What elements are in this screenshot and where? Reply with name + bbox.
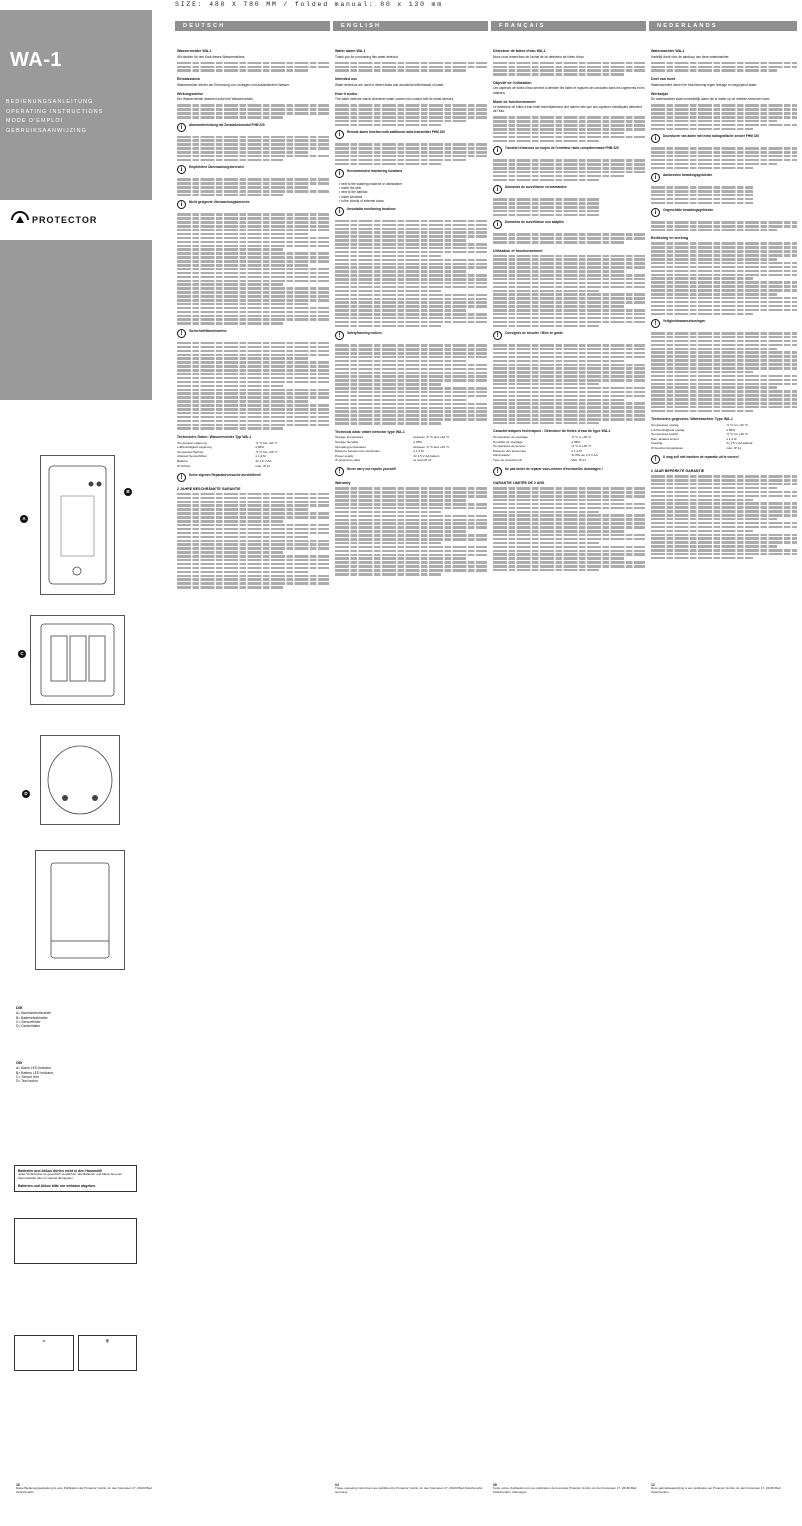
footer-text: Cette notice d'utilisation est une publication de la société Protector GmbH, An den Kolonaten 17, 26160 Bad Zwischenahn, Allemagne. — [493, 1486, 637, 1495]
footer-en — [335, 1483, 485, 1495]
legend-de-item: C= Sensorfühler — [16, 1020, 41, 1025]
col-fr-intro: Nous vous remercions de l'achat de ce détecteur de fuites d'eau. — [493, 54, 585, 59]
column-en — [335, 44, 487, 1474]
spec-label: Temperatur Lagerung — [177, 440, 207, 445]
subtitle-fr: MODE D'EMPLOI — [6, 118, 64, 125]
legend-en-item: C= Sensor feet — [16, 1075, 39, 1080]
col-fr-section-heading: Caractéristiques techniques : Détecteur de fuites d'eau de type WA-1 — [493, 429, 611, 434]
col-nl-title: Waterwachter WA-1 — [651, 49, 685, 53]
info-icon: i — [335, 207, 344, 216]
info-icon: i — [177, 165, 186, 174]
battery-disposal-notice — [14, 1165, 137, 1192]
marker-c: C — [18, 650, 26, 658]
footer-text: Diese Bedienungsanleitung ist eine Publikation der Protector GmbH, An den Kolonaten 17, 26160 Bad Zwischenahn. — [16, 1486, 152, 1495]
col-en-note — [335, 130, 487, 139]
note-title: Domaines de surveillance non adaptés — [505, 220, 564, 225]
model-title: WA-1 — [10, 49, 62, 71]
note-title: Alarmweiterleitung mit Zusatzfunkmodul FHM 320 — [189, 122, 265, 127]
col-nl-note — [651, 455, 797, 464]
col-en-location-list — [339, 182, 487, 202]
column-de — [177, 44, 329, 1474]
spec-value: at most IP 21 — [413, 458, 432, 463]
info-icon: i — [651, 134, 660, 143]
brand-logo-icon — [10, 211, 30, 229]
warning-icon: ! — [651, 319, 660, 328]
note-title: Ne pas tenter de réparer vous-mêmes d'éventuelles dommages ! — [505, 467, 603, 472]
spec-label: Température de stockage — [493, 435, 528, 440]
device-drawing-side — [35, 850, 125, 970]
legend-en-item: B= Battery LED indicator — [16, 1070, 54, 1075]
spec-value: ≤ 1,2 M — [255, 454, 266, 459]
col-en-intro: Thank you for purchasing this water detector. — [335, 54, 399, 59]
notice-title: Batterien und Akkus dürfen nicht in den Hausmüll! — [18, 1169, 103, 1173]
lang-header-en: ENGLISH — [333, 21, 488, 31]
spec-label: Température de service — [493, 444, 526, 449]
note-title: Sicherheit/Warnhinweise — [189, 328, 227, 333]
device-open-illustration — [31, 616, 124, 704]
col-nl-section-text: De waterwachter slaat onmiddellijk alarm als er water op de metalen sensoren komt. — [651, 97, 771, 102]
spec-value: 3x 1,5 V AA — [255, 459, 272, 464]
note-title: Never carry out repairs yourself! — [347, 467, 397, 472]
footer-page-number: 12 — [651, 1483, 655, 1487]
info-icon: i — [651, 173, 660, 182]
list-item: • next to the bathtub — [339, 190, 487, 194]
spec-value: -5 °C à +45 °C — [571, 444, 592, 449]
recycling-logo-icon: ♻ — [14, 1335, 74, 1371]
footer-text: Deze gebruiksaanwijzing is een publicatie van Protector GmbH, An den Kolonaten 17, 26160 Bad Zwischenahn. — [651, 1486, 781, 1495]
brand-strip — [0, 200, 152, 240]
info-icon: i — [493, 220, 502, 229]
legend-de-item: D= Deckelhalter — [16, 1024, 41, 1029]
spec-label: Humidité de stockage — [493, 439, 523, 444]
note-title: Remote alarm function with additional radio transmitter FHM 320 — [347, 130, 445, 135]
col-de-warranty: 2 JAHRE BESCHRÄNKTE GARANTIE — [177, 486, 241, 491]
spec-value: -5 °C bis +45 °C — [255, 449, 278, 454]
col-nl-warranty: 2 JAAR BEPERKTE GARANTIE — [651, 469, 705, 474]
note-title: Safety/warning notices — [347, 331, 382, 336]
col-en-section-heading: How it works — [335, 91, 358, 96]
spec-label: Temperatuur bedrijf — [651, 432, 678, 437]
info-icon: i — [177, 123, 186, 132]
spec-label: Max. afstand sensor — [651, 436, 679, 441]
device-drawing-bottom — [40, 735, 120, 825]
spec-label: Voeding — [651, 441, 663, 446]
note-title: Veiligheidswaarschuwingen — [663, 319, 706, 323]
spec-label: Type de protection IP — [493, 458, 523, 463]
legend-en-item: A= Alarm LED indicator — [16, 1066, 52, 1071]
col-en-title: Water alarm WA-1 — [335, 49, 366, 53]
info-icon: i — [335, 130, 344, 139]
spec-value: between -5 °C and +45 °C — [413, 444, 450, 449]
spec-value: ≤ 1,2 M — [726, 436, 737, 441]
footer-page-number: 04 — [335, 1483, 339, 1487]
column-fr — [493, 44, 645, 1474]
spec-label: Storage humidity — [335, 440, 359, 445]
spec-label: Distance des électrodes — [493, 448, 527, 453]
col-nl-note — [651, 319, 797, 328]
subtitle-en: OPERATING INSTRUCTIONS — [6, 108, 104, 115]
col-nl-section-heading: Bediening en werking — [651, 236, 689, 241]
spec-label: Batterie — [177, 459, 188, 464]
spec-label: IP-Schutz — [177, 463, 191, 468]
col-fr-section-text: Les capteurs de fuites d'eau servent à détecter les fuites et ruptures de conduites dans les logements et les maisons. — [493, 86, 645, 95]
spec-label: Temperatur Betrieb — [177, 449, 204, 454]
spec-value: ≤ 1,2 M — [413, 449, 424, 454]
spec-label: Temperatuur opslag — [651, 423, 679, 428]
column-nl — [651, 44, 797, 1474]
col-de-section-heading: Einsatzzweck — [177, 76, 201, 81]
col-fr-note — [493, 467, 645, 476]
warning-icon: ! — [651, 455, 660, 464]
col-en-specs — [335, 436, 475, 463]
col-en-section-text: Water detectors are used to detect leaks and accidental withdrawals of water. — [335, 82, 445, 87]
warning-icon: ! — [335, 331, 344, 340]
col-nl-intro: Hartelijk dank voor de aankoop van deze waterwachter. — [651, 54, 730, 59]
list-item: • under the sink — [339, 186, 487, 190]
note-title: Empfohlene Überwachungsbereiche — [189, 165, 245, 170]
certification-logos — [14, 1335, 137, 1371]
legend-de-item: A= Alarmkontrolleuchte — [16, 1011, 51, 1016]
cover-subtitles — [6, 98, 103, 137]
col-nl-section-text: Waterwachters dienen ter bescherming tegen lekkage en weglopend water. — [651, 82, 758, 87]
col-de-section-heading: Wirkungsweise — [177, 91, 204, 96]
col-de-note — [177, 123, 329, 132]
legend-de — [16, 1005, 136, 1029]
warning-icon: ! — [493, 467, 502, 476]
footer-de — [16, 1483, 156, 1495]
info-icon: i — [493, 146, 502, 155]
legend-en-item: D= Test button — [16, 1079, 38, 1084]
footer-text: These operating instructions are published by Protector GmbH, An den Kolonaten 17, 26160 Bad Zwischenahn, Germany. — [335, 1486, 484, 1495]
spec-value: ≤ 95% — [255, 445, 265, 450]
list-item: • in the vicinity of external doors — [339, 199, 487, 203]
col-en-warranty: Warranty — [335, 481, 351, 486]
note-title: U mag zelf niet trachten de reparatie uit te voeren! — [663, 455, 739, 460]
note-title: Recommended monitoring locations — [347, 169, 403, 174]
spec-value: 3x Pile de 1,5 V AA — [571, 453, 598, 458]
info-icon: i — [177, 200, 186, 209]
legend-de-item: B= Batteriefachhalter — [16, 1015, 48, 1020]
note-title: Domaines de surveillance recommandés — [505, 185, 567, 190]
spec-value: -5 °C tot +45 °C — [726, 432, 749, 437]
cover-panel — [0, 10, 152, 400]
list-item: • under windows — [339, 195, 487, 199]
col-en-note — [335, 467, 487, 476]
notice-bold: Batterien und Akkus bitte nur entladen abgeben. — [18, 1184, 97, 1189]
spec-value: -5 °C bis +40 °C — [255, 440, 278, 445]
col-nl-section-heading: Doel van inzet — [651, 76, 676, 81]
col-nl-section-heading: Werkwijze — [651, 91, 669, 96]
col-de-note — [177, 473, 329, 482]
spec-label: IP protection class — [335, 458, 361, 463]
weee-bin-icon: 🗑 — [78, 1335, 138, 1371]
device-front-illustration — [41, 456, 114, 594]
col-en-section-text: The water detector warns whenever water comes into contact with its metal sensors. — [335, 97, 455, 102]
spec-value: ≤ 95% — [726, 427, 735, 432]
spec-value: 3x 1,5 V AA battery — [413, 453, 440, 458]
spec-value: between -5 °C and +40 °C — [413, 435, 450, 440]
spec-value: Max. IP 21 — [571, 458, 587, 463]
note-title: Transfert d'alarmes au moyen de l'émetteur radio complémentaire FHM 320 — [505, 146, 619, 151]
col-fr-section-heading: Objectif de l'utilisation — [493, 80, 532, 85]
note-title: Aanbevolen bewakingsgebieden — [663, 173, 713, 178]
size-strip — [0, 0, 802, 10]
spec-value: ≤ 1,2 M — [571, 448, 582, 453]
col-en-section-heading: Intended use — [335, 76, 358, 81]
list-item: • next to the washing machine or dishwasher — [339, 182, 487, 186]
legend-en-title: GB — [16, 1060, 22, 1065]
note-title: Ongeschikte bewakingsgebieden — [663, 208, 714, 213]
footer-fr — [493, 1483, 643, 1495]
spec-label: Distance between the electrodes — [335, 449, 380, 454]
info-icon: i — [335, 169, 344, 178]
col-fr-note — [493, 185, 645, 194]
spec-label: Storage temperature — [335, 435, 364, 440]
marker-a: A — [20, 515, 28, 523]
lang-header-de: DEUTSCH — [175, 21, 330, 31]
lang-header-nl: NEDERLANDS — [649, 21, 797, 31]
note-title: Nicht geeignete Überwachungsbereiche — [189, 200, 250, 205]
warning-icon: ! — [493, 331, 502, 340]
device-bottom-illustration — [41, 736, 119, 824]
col-en-note — [335, 169, 487, 178]
col-nl-note — [651, 134, 797, 143]
col-fr-note — [493, 220, 645, 229]
col-nl-specs — [651, 424, 785, 451]
marker-d: D — [22, 790, 30, 798]
col-de-intro: Wir danken für den Kauf dieses Wassermelders. — [177, 54, 246, 59]
subtitle-nl: GEBRUIKSAANWIJZING — [6, 128, 87, 135]
note-title: Unsuitable monitoring locations — [347, 206, 396, 211]
col-de-section-text: Der Wassermelder alarmiert sofort bei Wasserkontakt. — [177, 97, 254, 102]
col-de-note — [177, 329, 329, 338]
device-side-illustration — [36, 851, 124, 969]
spec-value: 3x 1,5 V AA batterij — [726, 441, 753, 446]
col-fr-section-heading: Mode de fonctionnement — [493, 99, 536, 104]
subtitle-de: BEDIENUNGSANLEITUNG — [6, 99, 94, 105]
footer-page-number: 16 — [16, 1483, 20, 1487]
warning-icon: ! — [177, 473, 186, 482]
col-de-title: Wassermelder WA-1 — [177, 49, 212, 53]
spec-value: max. IP 21 — [255, 463, 271, 468]
col-nl-note — [651, 173, 797, 182]
col-fr-warranty: GARANTIE LIMITÉE DE 2 ANS — [493, 481, 545, 486]
notice-body: Jeder Verbraucher ist gesetzlich verpflichtet, alle Batterien und Akkus bei einer Sammelstelle oder im Handel abzugeben. — [18, 1172, 123, 1181]
col-en-section-heading: Technical data: water detector type WA-1 — [335, 429, 405, 434]
col-de-note — [177, 200, 329, 209]
col-nl-section-heading: Technische gegevens: Waterwachter Type WA-1 — [651, 417, 733, 422]
warning-icon: ! — [177, 329, 186, 338]
legend-de-title: D/E — [16, 1005, 23, 1010]
col-fr-specs — [493, 436, 633, 463]
spec-label: Alimentation — [493, 453, 511, 458]
spec-value: -5 °C tot +40 °C — [726, 423, 749, 428]
col-fr-section-heading: Utilisation et fonctionnement — [493, 248, 543, 253]
spec-label: Luftfeuchtigkeit Lagerung — [177, 445, 212, 450]
spec-label: Power supply — [335, 453, 354, 458]
spec-value: ≤ 95% — [571, 439, 581, 444]
environment-infobox — [14, 1218, 137, 1264]
legend-en — [16, 1060, 136, 1084]
size-line: SIZE: 480 X 780 MM / folded manual: 80 x 130 mm — [175, 1, 443, 8]
info-icon: i — [651, 208, 660, 217]
col-fr-section-text: Le détecteur de fuites d'eau émet immédiatement une alarme dès que ses capteurs métalliques détectent de l'eau. — [493, 105, 642, 114]
device-drawing-front — [40, 455, 115, 595]
col-nl-note — [651, 208, 797, 217]
spec-label: Operating temperature — [335, 444, 367, 449]
col-en-note — [335, 207, 487, 216]
col-en-note — [335, 331, 487, 340]
spec-value: max. IP 21 — [726, 445, 741, 450]
marker-b: B — [124, 488, 132, 496]
col-fr-note — [493, 146, 645, 155]
spec-value: -5 °C à +40 °C — [571, 435, 592, 440]
note-title: Consignes de sécurité / Mise en garde — [505, 331, 563, 336]
col-fr-note — [493, 331, 645, 340]
spec-label: Luchtvochtigheid opslag — [651, 427, 685, 432]
col-de-section-text: Wassermelder dienen der Erkennung von Leckagen und auslaufendem Wasser. — [177, 82, 290, 87]
note-title: Doorsturen van alarm met extra radiografische zender FHM 320 — [663, 134, 760, 139]
brand-name: PROTECTOR — [32, 215, 98, 225]
spec-label: IP-beschermingsklasse — [651, 445, 683, 450]
lang-header-fr: FRANÇAIS — [491, 21, 646, 31]
spec-value: ≤ 95% — [413, 440, 423, 445]
device-drawing-open — [30, 615, 125, 705]
footer-page-number: 08 — [493, 1483, 497, 1487]
note-title: Keine eigenen Reparaturversuche durchführen! — [189, 472, 262, 477]
col-de-section-heading: Technische Daten: Wassermelder Typ WA-1 — [177, 434, 252, 439]
info-icon: i — [493, 185, 502, 194]
col-de-note — [177, 165, 329, 174]
spec-label: Abstand Sensorfühler — [177, 454, 207, 459]
footer-nl — [651, 1483, 797, 1495]
col-de-specs — [177, 442, 317, 469]
warning-icon: ! — [335, 467, 344, 476]
col-fr-title: Détecteur de fuites d'eau WA-1 — [493, 49, 546, 53]
